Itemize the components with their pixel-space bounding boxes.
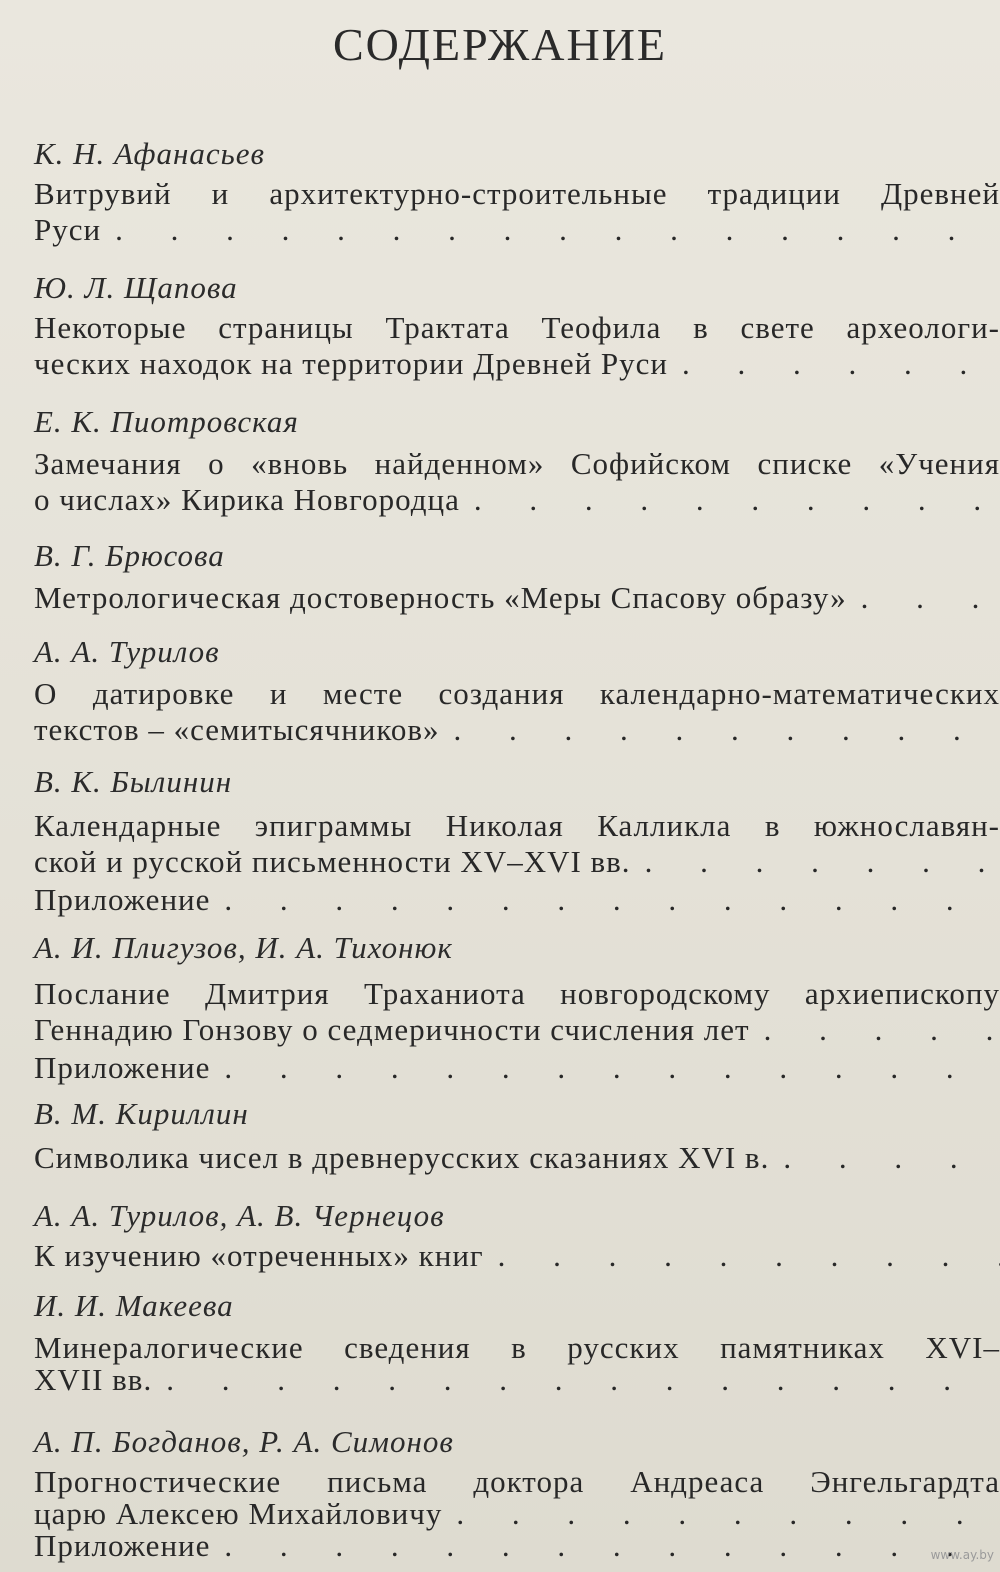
leader-dots (210, 1528, 1000, 1564)
leader-dots (847, 580, 1000, 616)
entry-author: А. А. Турилов, А. В. Чернецов (34, 1198, 445, 1233)
entry-author: В. Г. Брюсова (34, 538, 225, 573)
appendix-line: Приложение . . . (34, 1528, 1000, 1564)
entry-title-line: Витрувий и архитектурно-строительные традиции Древней (34, 176, 1000, 211)
entry-author: К. Н. Афанасьев (34, 136, 265, 171)
entry-title-line: Символика чисел в древнерусских сказаниях XVI в. . . . (34, 1140, 1000, 1176)
leader-dots (631, 844, 1000, 880)
entry-title-line: Прогностические письма доктора Андреаса Энгельгардта (34, 1464, 1000, 1499)
entry-title-line: ской и русской письменности XV–XVI вв. . . . (34, 844, 1000, 880)
entry-title-line: Некоторые страницы Трактата Теофила в свете археологи- (34, 310, 1000, 345)
entry-author: А. И. Плигузов, И. А. Тихонюк (34, 930, 453, 965)
entry-author: В. К. Былинин (34, 764, 233, 799)
leader-dots (210, 1050, 1000, 1086)
entry-author: И. И. Макеева (34, 1288, 234, 1323)
entry-title-line: о числах» Кирика Новгородца . . . (34, 482, 1000, 518)
leader-dots (484, 1238, 1000, 1274)
leader-dots (440, 712, 1000, 748)
entry-title-line: Минералогические сведения в русских памятниках XVI– (34, 1330, 1000, 1365)
entry-title-line: Руси . . . (34, 212, 1000, 248)
entry-title-line: Календарные эпиграммы Николая Калликла в южнославян- (34, 808, 1000, 843)
entry-author: Е. К. Пиотровская (34, 404, 299, 439)
entry-title-line: К изучению «отреченных» книг . . . (34, 1238, 1000, 1274)
leader-dots (750, 1012, 1000, 1048)
leader-dots (152, 1362, 1000, 1398)
leader-dots (460, 482, 1000, 518)
entry-title-line: Замечания о «вновь найденном» Софийском списке «Учения (34, 446, 1000, 481)
entry-title-line: царю Алексею Михайловичу . . . (34, 1496, 1000, 1532)
entry-title-line: ческих находок на территории Древней Руси . . . (34, 346, 1000, 382)
entry-title-line: О датировке и месте создания календарно-математических (34, 676, 1000, 711)
entry-title-line: Геннадию Гонзову о седмеричности счисления лет . . . (34, 1012, 1000, 1048)
entry-author: А. А. Турилов (34, 634, 220, 669)
entry-title-line: Метрологическая достоверность «Меры Спасову образу» . . . (34, 580, 1000, 616)
entry-title-line: XVII вв. . . . (34, 1362, 1000, 1398)
entry-title-line: текстов – «семитысячников» . . . (34, 712, 1000, 748)
leader-dots (442, 1496, 1000, 1532)
leader-dots (101, 212, 1000, 248)
appendix-line: Приложение . . . (34, 882, 1000, 918)
entry-title-line: Послание Дмитрия Траханиота новгородскому архиепископу (34, 976, 1000, 1011)
leader-dots (769, 1140, 1000, 1176)
entry-author: Ю. Л. Щапова (34, 270, 238, 305)
leader-dots (210, 882, 1000, 918)
watermark: www.ay.by (930, 1548, 994, 1562)
page-title: СОДЕРЖАНИЕ (332, 19, 668, 70)
entry-author: В. М. Кириллин (34, 1096, 249, 1131)
appendix-line: Приложение . . . (34, 1050, 1000, 1086)
leader-dots (668, 346, 1000, 382)
entry-author: А. П. Богданов, Р. А. Симонов (34, 1424, 454, 1459)
